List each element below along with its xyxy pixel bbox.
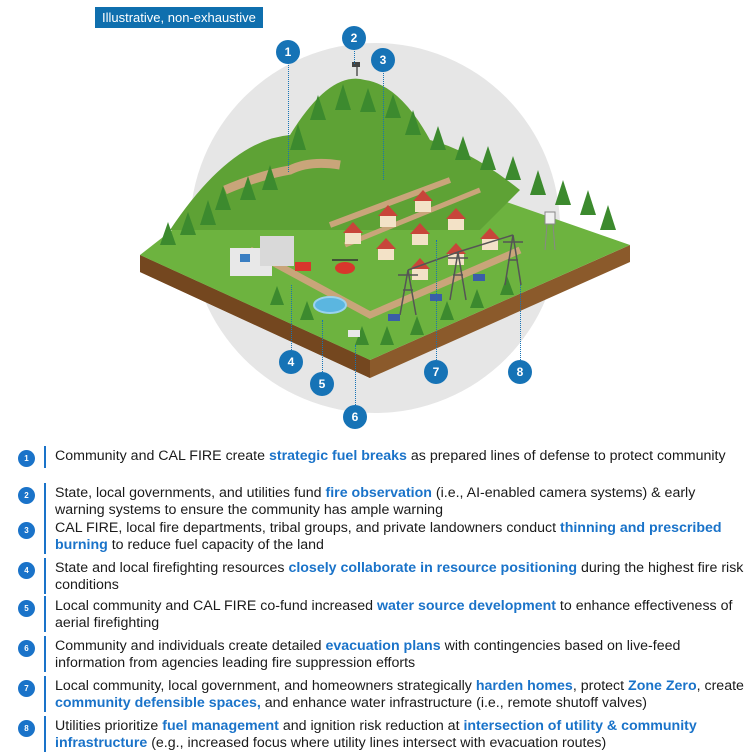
legend-number-badge: 3: [18, 522, 35, 539]
callout-marker-4: 4: [279, 350, 303, 374]
legend-text-fragment: to enhance effectiveness of aerial firefighting: [55, 598, 733, 631]
legend-text: [55, 448, 745, 465]
highlighted-phrase: fuel management: [162, 718, 279, 734]
callout-marker-8: 8: [508, 360, 532, 384]
legend-text: [55, 560, 745, 594]
legend-text-fragment: during the highest fire risk conditions: [55, 560, 744, 593]
highlighted-phrase: water source development: [377, 598, 556, 614]
legend-text-fragment: and ignition risk reduction at: [278, 718, 464, 734]
highlighted-phrase: intersection of utility & community infrastructure: [55, 718, 697, 751]
legend-divider: [44, 483, 46, 519]
legend-text-fragment: Community and individuals create detailed: [55, 638, 326, 654]
legend-number-badge: 8: [18, 720, 35, 737]
legend-number-badge: 5: [18, 600, 35, 617]
legend-text-fragment: Local community, local government, and homeowners strategically: [55, 678, 476, 694]
legend-text: [55, 678, 745, 712]
legend-divider: [44, 518, 46, 554]
illustrative-tag: Illustrative, non-exhaustive: [95, 7, 263, 28]
legend-divider: [44, 558, 46, 594]
legend-text-fragment: with contingencies based on live-feed information from agencies leading fire suppression efforts: [55, 638, 681, 671]
marker-line-5: [322, 320, 323, 372]
highlighted-phrase: strategic fuel breaks: [268, 448, 407, 464]
legend-text: [55, 718, 745, 752]
legend-text-fragment: Local community and CAL FIRE co-fund increased: [55, 598, 377, 614]
legend-text-fragment: State, local governments, and utilities fund: [55, 485, 326, 501]
legend-divider: [44, 636, 46, 672]
legend-text-fragment: Community and CAL FIRE create: [55, 448, 269, 464]
legend-text: [55, 638, 745, 672]
highlighted-phrase: closely collaborate in resource positioning: [288, 560, 577, 576]
highlighted-phrase: thinning and prescribed burning: [55, 520, 722, 553]
legend-text-fragment: to reduce fuel capacity of the land: [107, 537, 324, 553]
legend-divider: [44, 596, 46, 632]
legend-text-fragment: , protect: [572, 678, 629, 694]
highlighted-phrase: community defensible spaces,: [55, 695, 261, 711]
legend-text-fragment: and enhance water infrastructure (i.e., remote shutoff valves): [260, 695, 647, 711]
highlighted-phrase: Zone Zero: [628, 678, 697, 694]
callout-marker-5: 5: [310, 372, 334, 396]
marker-line-3: [383, 70, 384, 180]
legend-text-fragment: , create: [696, 678, 744, 694]
legend-text: [55, 485, 745, 519]
legend-number-badge: 4: [18, 562, 35, 579]
legend-text: [55, 598, 745, 632]
legend-divider: [44, 446, 46, 468]
marker-line-6: [355, 345, 356, 405]
highlighted-phrase: harden homes: [475, 678, 573, 694]
highlighted-phrase: evacuation plans: [325, 638, 441, 654]
marker-line-2: [354, 48, 355, 64]
callout-marker-2: 2: [342, 26, 366, 50]
legend-text-fragment: (i.e., AI-enabled camera systems) & early warning systems to ensure the community has ample warning: [55, 485, 696, 518]
legend-divider: [44, 676, 46, 712]
legend-text-fragment: Utilities prioritize: [55, 718, 163, 734]
callout-marker-7: 7: [424, 360, 448, 384]
legend-number-badge: 1: [18, 450, 35, 467]
marker-line-4: [291, 285, 292, 350]
legend-text-fragment: CAL FIRE, local fire departments, tribal groups, and private landowners conduct: [55, 520, 560, 536]
callout-marker-1: 1: [276, 40, 300, 64]
callout-marker-3: 3: [371, 48, 395, 72]
legend-text-fragment: (e.g., increased focus where utility lines intersect with evacuation routes): [147, 735, 607, 751]
legend-text-fragment: as prepared lines of defense to protect community: [406, 448, 726, 464]
legend-number-badge: 2: [18, 487, 35, 504]
legend-number-badge: 7: [18, 680, 35, 697]
callout-marker-6: 6: [343, 405, 367, 429]
water-pond: [314, 297, 346, 313]
marker-line-1: [288, 62, 289, 172]
highlighted-phrase: fire observation: [325, 485, 432, 501]
legend-number-badge: 6: [18, 640, 35, 657]
legend-text-fragment: State and local firefighting resources: [55, 560, 289, 576]
legend-text: [55, 520, 745, 554]
marker-line-8: [520, 285, 521, 360]
marker-line-7: [436, 240, 437, 360]
legend-divider: [44, 716, 46, 752]
